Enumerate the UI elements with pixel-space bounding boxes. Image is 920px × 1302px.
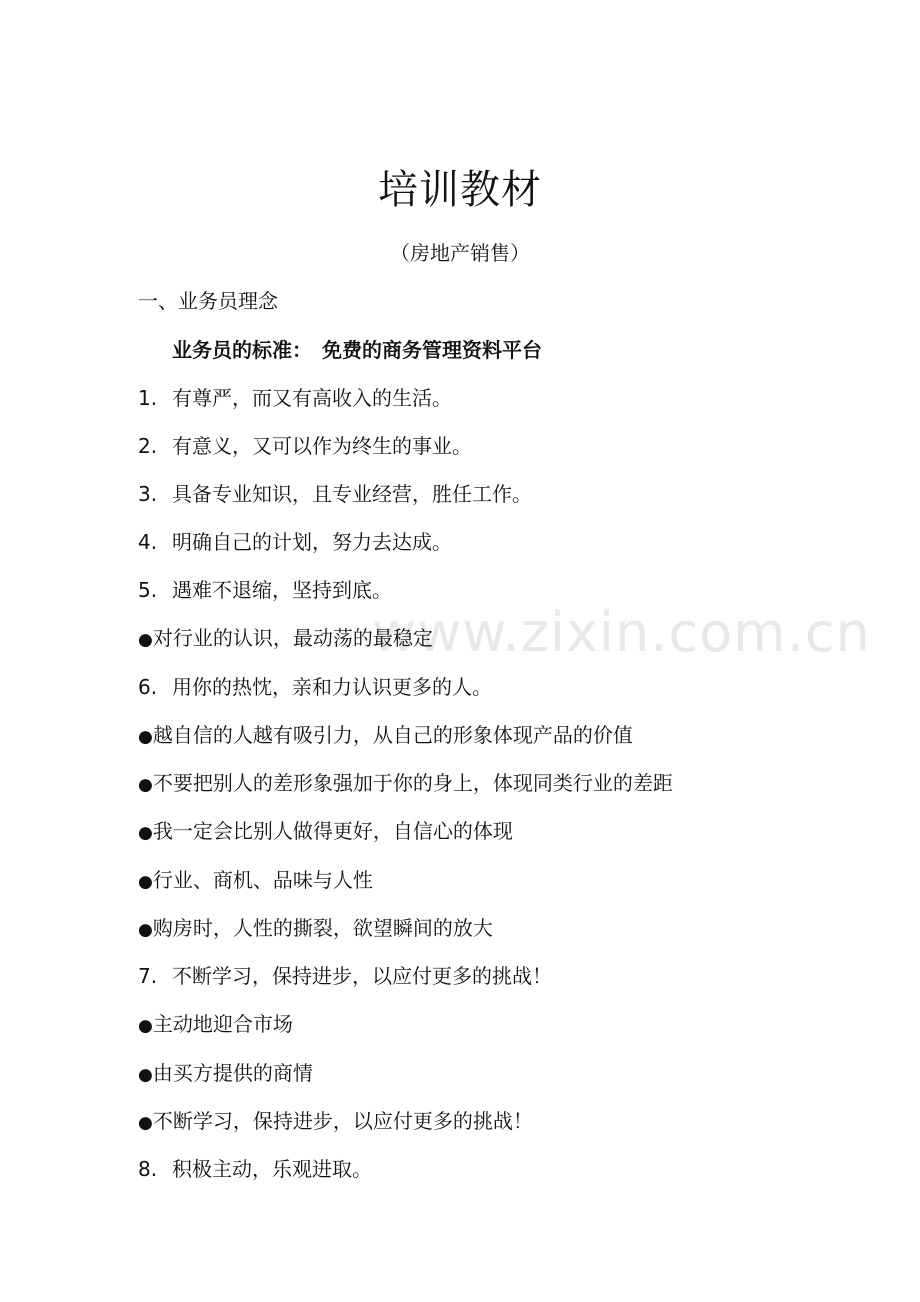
list-item [138,575,392,605]
item-text: 有意义，又可以作为终生的事业。 [172,434,472,458]
document-title: 培训教材 [378,167,542,213]
list-item [138,431,472,461]
bullet-icon: ● [138,630,153,650]
item-text: 主动地迎合市场 [152,1012,293,1036]
bullet-item [138,913,493,945]
item-text: 用你的热忱，亲和力认识更多的人。 [172,675,492,699]
item-number: 6. [138,675,158,699]
standard-heading: 业务员的标准： 免费的商务管理资料平台 [172,338,542,362]
bullet-icon: ● [138,1113,153,1133]
bullet-icon: ● [138,1065,153,1085]
bullet-icon: ● [138,1016,153,1036]
bullet-item [138,865,373,897]
bullet-item [138,768,673,800]
section-heading: 一、业务员理念 [138,289,278,313]
list-item [138,672,492,702]
list-item [138,961,552,991]
bullet-item [138,623,433,655]
item-text: 行业、商机、品味与人性 [152,868,373,892]
item-text: 购房时，人性的撕裂，欲望瞬间的放大 [152,916,493,940]
item-text: 不要把别人的差形象强加于你的身上，体现同类行业的差距 [152,771,673,795]
bullet-item [138,1058,313,1090]
item-text: 越自信的人越有吸引力，从自己的形象体现产品的价值 [152,723,633,747]
item-number: 2. [138,434,158,458]
bullet-icon: ● [138,920,153,940]
item-number: 8. [138,1157,158,1181]
item-text: 不断学习，保持进步，以应付更多的挑战！ [152,1109,533,1133]
bullet-item [138,720,633,752]
item-text: 具备专业知识，且专业经营，胜任工作。 [172,482,532,506]
item-text: 对行业的认识，最动荡的最稳定 [152,626,433,650]
list-item [138,479,532,509]
item-text: 不断学习，保持进步，以应付更多的挑战！ [172,964,552,988]
bullet-item [138,816,513,848]
item-number: 7. [138,964,158,988]
list-item [138,527,452,557]
item-text: 积极主动，乐观进取。 [172,1157,372,1181]
bullet-item [138,1009,293,1041]
item-number: 3. [138,482,158,506]
bullet-icon: ● [138,823,153,843]
item-text: 明确自己的计划，努力去达成。 [172,530,452,554]
bullet-item [138,1106,533,1138]
item-text: 遇难不退缩，坚持到底。 [172,578,392,602]
bullet-icon: ● [138,775,153,795]
list-item [138,1154,372,1184]
bullet-icon: ● [138,727,153,747]
item-text: 我一定会比别人做得更好，自信心的体现 [152,819,513,843]
item-text: 由买方提供的商情 [152,1061,313,1085]
watermark: www.zixin.com.cn [372,601,871,664]
bullet-icon: ● [138,872,153,892]
item-text: 有尊严，而又有高收入的生活。 [172,386,452,410]
item-number: 1. [138,386,158,410]
item-number: 5. [138,578,158,602]
list-item [138,383,452,413]
document-subtitle: （房地产销售） [390,241,530,265]
item-number: 4. [138,530,158,554]
